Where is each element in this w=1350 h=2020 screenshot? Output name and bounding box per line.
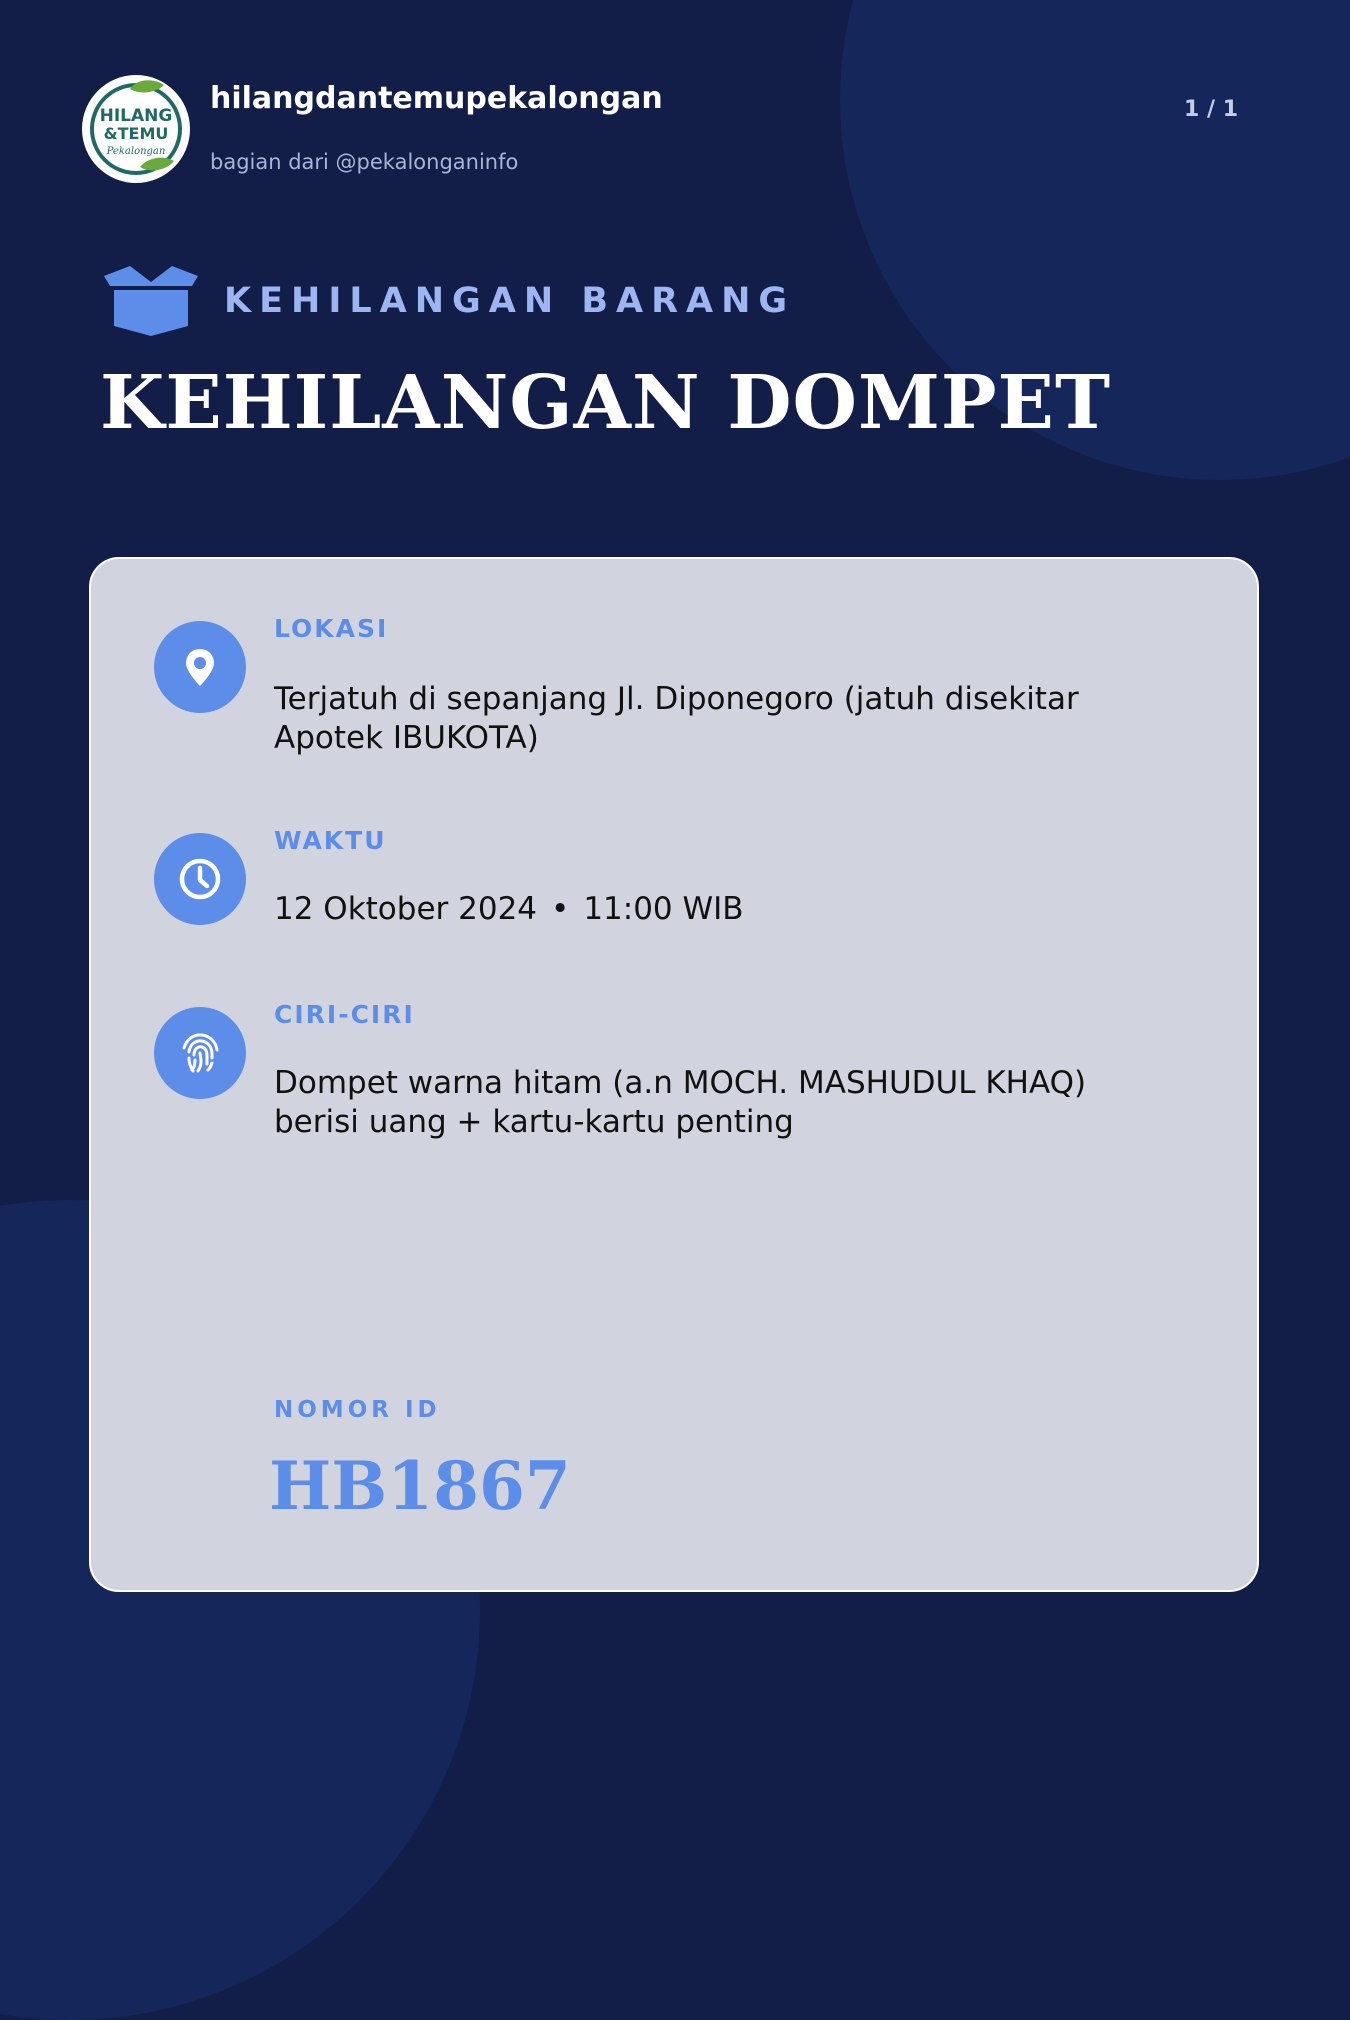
clock-icon [154, 833, 246, 925]
time-date: 12 Oktober 2024 [274, 891, 538, 927]
category-heading [104, 266, 795, 336]
time-value [274, 890, 1174, 929]
fingerprint-icon [154, 1007, 246, 1099]
location-pin-icon [154, 621, 246, 713]
features-label: CIRI-CIRI [274, 1000, 415, 1029]
logo-line2: &TEMU [103, 124, 169, 143]
logo-line1: HILANG [99, 106, 173, 126]
page-counter: 1 / 1 [1184, 97, 1238, 122]
time-label: WAKTU [274, 826, 387, 855]
time-hour: 11:00 WIB [583, 891, 744, 927]
category-label: KEHILANGAN BARANG [224, 281, 796, 321]
id-label: NOMOR ID [274, 1397, 441, 1423]
page-title: KEHILANGAN DOMPET [100, 360, 1112, 446]
location-value: Terjatuh di sepanjang Jl. Diponegoro (jatuh disekitar Apotek IBUKOTA) [274, 681, 1079, 756]
time-separator: • [551, 891, 570, 927]
account-subtitle: bagian dari @pekalonganinfo [210, 150, 519, 174]
logo-script: Pekalongan [106, 146, 166, 157]
id-value: HB1867 [269, 1447, 571, 1525]
avatar-logo[interactable] [82, 75, 190, 183]
header [82, 75, 1268, 185]
details-card [89, 557, 1259, 1592]
box-icon [104, 266, 198, 336]
account-name[interactable]: hilangdantemupekalongan [210, 81, 663, 116]
location-label: LOKASI [274, 614, 389, 643]
features-value: Dompet warna hitam (a.n MOCH. MASHUDUL KHAQ) berisi uang + kartu-kartu penting [274, 1065, 1087, 1140]
hilang-temu-logo [82, 75, 190, 183]
